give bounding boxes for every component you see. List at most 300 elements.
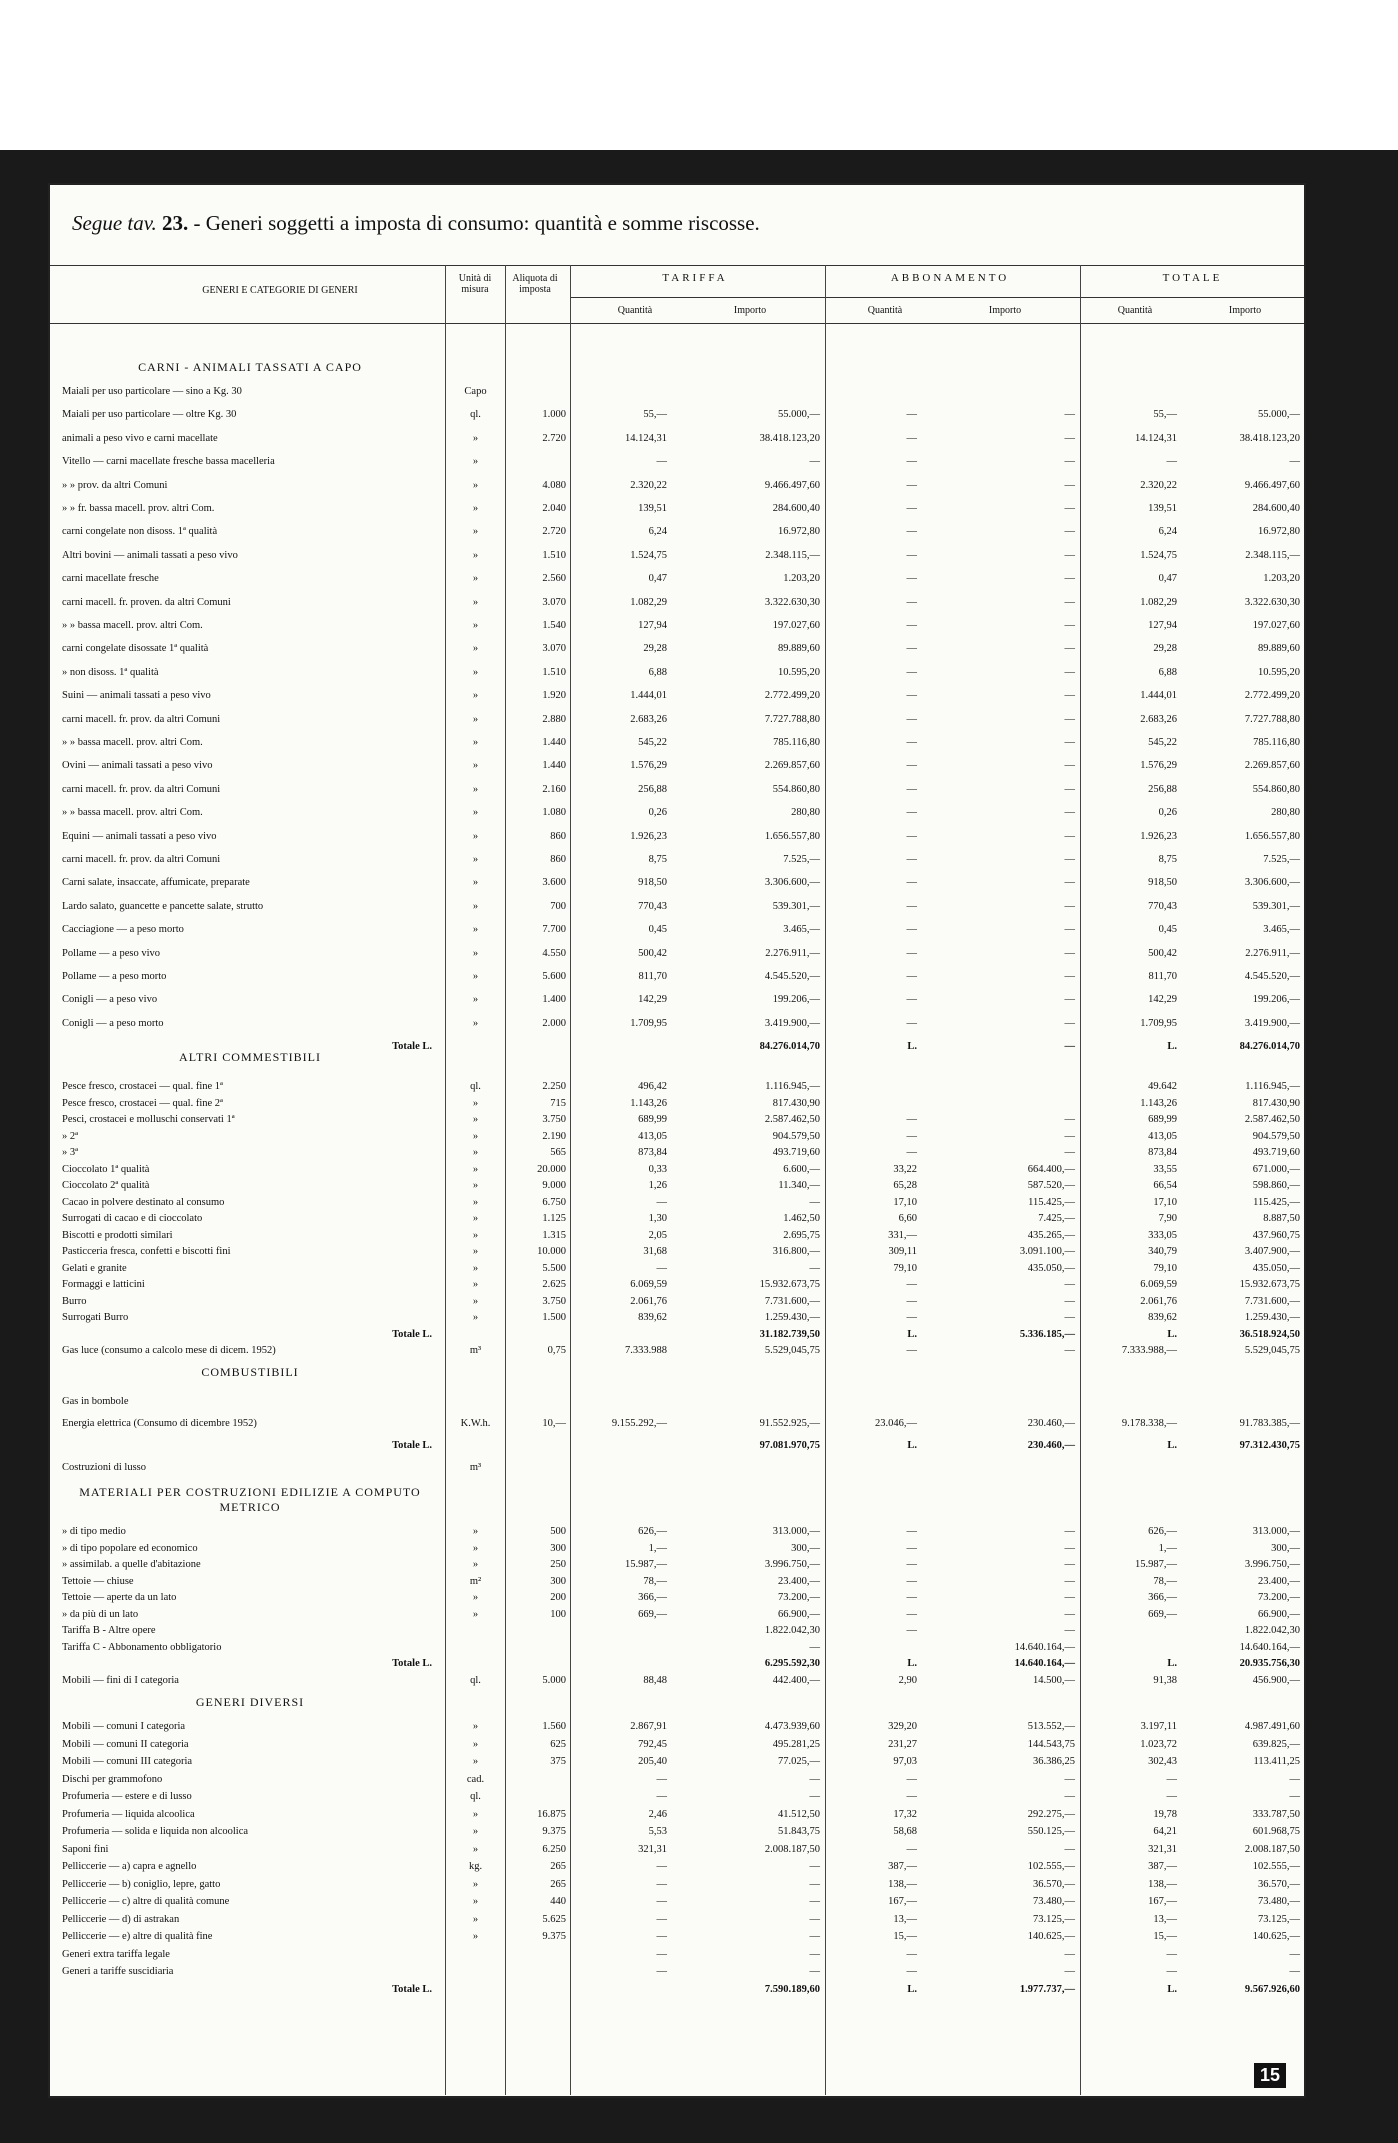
cell-ti: 9.466.497,60: [764, 479, 820, 491]
cell-aq: —: [906, 526, 917, 538]
cell-toq: 14.124,31: [1135, 432, 1177, 444]
cell-unit: »: [472, 549, 479, 561]
table-row: [50, 1608, 1304, 1621]
cell-toq: 770,43: [1148, 900, 1177, 912]
cell-ai: —: [1064, 643, 1075, 655]
cell-toi: 3.465,—: [1263, 924, 1300, 936]
cell-tq: 127,94: [638, 620, 667, 631]
cell-ai: —: [1064, 1575, 1075, 1587]
cell-unit: »: [472, 666, 479, 678]
cell-toq: L.: [1167, 1440, 1177, 1451]
cell-ti: 1.116.945,—: [765, 1081, 820, 1092]
cell-aliq: 100: [550, 1608, 566, 1620]
cell-toq: 7.333.988,—: [1121, 1345, 1177, 1356]
cell-unit: »: [472, 503, 479, 514]
cell-label: Pesce fresco, crostacei — qual. fine 2ª: [62, 1097, 223, 1109]
table-row: [50, 1738, 1304, 1751]
table-row: [50, 502, 1304, 515]
table-row: [50, 1113, 1304, 1126]
table-row: [50, 1790, 1304, 1803]
cell-label: » 3ª: [62, 1147, 79, 1158]
table-row: [50, 1525, 1304, 1538]
cell-aliq: 9.000: [542, 1180, 566, 1191]
cell-label: Ovini — animali tassati a peso vivo: [62, 760, 213, 772]
rule: [570, 297, 1304, 298]
cell-toq: 1.524,75: [1140, 549, 1177, 561]
cell-ti: 2.772.499,20: [764, 690, 820, 702]
cell-tq: —: [656, 456, 667, 468]
cell-ai: 36.570,—: [1033, 1878, 1075, 1890]
cell-aq: —: [906, 1625, 917, 1636]
cell-toi: —: [1289, 1791, 1300, 1802]
cell-label: » » prov. da altri Comuni: [62, 479, 168, 491]
cell-label: Biscotti e prodotti similari: [62, 1229, 173, 1241]
cell-aq: —: [906, 690, 917, 702]
cell-toi: 66.900,—: [1258, 1608, 1300, 1620]
cell-toq: 2.683,26: [1140, 713, 1177, 725]
cell-unit: ql.: [470, 1081, 481, 1092]
cell-label: Mobili — comuni I categoria: [62, 1721, 186, 1732]
cell-ti: 7.525,—: [783, 854, 820, 865]
cell-toi: 102.555,—: [1252, 1861, 1300, 1872]
cell-ai: 292.275,—: [1027, 1808, 1075, 1820]
cell-label: Dischi per grammofono: [62, 1773, 163, 1785]
cell-ai: —: [1064, 409, 1075, 421]
cell-ti: 197.027,60: [772, 620, 820, 631]
cell-tq: 366,—: [638, 1592, 667, 1603]
table-row: [50, 1212, 1304, 1225]
cell-aliq: 440: [550, 1896, 566, 1907]
cell-ti: —: [809, 1861, 820, 1872]
cell-aliq: 1.080: [542, 807, 566, 819]
table-row: [50, 666, 1304, 679]
cell-ti: 11.340,—: [778, 1180, 820, 1191]
cell-aliq: 1.500: [542, 1312, 566, 1323]
cell-toq: 3.197,11: [1140, 1721, 1177, 1732]
cell-label: Altri bovini — animali tassati a peso vivo: [62, 549, 238, 561]
cell-aq: —: [906, 1147, 917, 1158]
section-materiali: MATERIALI PER COSTRUZIONI EDILIZIE A COMPUTO METRICO: [79, 1485, 421, 1514]
total-row: [50, 1657, 1304, 1670]
cell-aliq: 2.720: [542, 432, 566, 444]
cell-unit: »: [472, 994, 479, 1006]
cell-ai: 3.091.100,—: [1019, 1246, 1075, 1257]
cell-tq: —: [656, 1948, 667, 1960]
cell-ti: 2.695,75: [783, 1229, 820, 1241]
page-title: Segue tav. 23. - Generi soggetti a imposta di consumo: quantità e somme riscosse.: [72, 211, 760, 235]
cell-label: Tettoie — chiuse: [62, 1575, 134, 1587]
cell-ti: 15.932.673,75: [759, 1279, 820, 1290]
cell-aliq: 1.560: [542, 1721, 566, 1732]
table-row: [50, 947, 1304, 960]
cell-ai: —: [1064, 971, 1075, 982]
cell-ai: —: [1064, 1608, 1075, 1620]
cell-aq: 2,90: [898, 1674, 917, 1686]
cell-unit: »: [472, 1017, 479, 1029]
cell-tq: 689,99: [638, 1114, 667, 1125]
cell-unit: »: [472, 947, 479, 959]
cell-aq: —: [906, 456, 917, 468]
table-row: [50, 408, 1304, 421]
cell-unit: »: [472, 1279, 479, 1290]
cell-label: Pelliccerie — b) coniglio, lepre, gatto: [62, 1878, 221, 1890]
cell-aq: 33,22: [893, 1163, 917, 1175]
cell-ai: 664.400,—: [1027, 1163, 1075, 1175]
cell-aliq: 300: [550, 1542, 566, 1554]
cell-tq: 770,43: [638, 900, 667, 912]
cell-unit: »: [472, 1114, 479, 1125]
cell-toq: 13,—: [1153, 1913, 1177, 1925]
cell-toi: —: [1289, 1966, 1300, 1977]
cell-aq: —: [906, 1526, 917, 1537]
cell-label: Saponi fini: [62, 1843, 109, 1855]
cell-label: carni macell. fr. proven. da altri Comuni: [62, 596, 231, 608]
cell-toq: 340,79: [1148, 1246, 1177, 1257]
cell-tq: 792,45: [638, 1738, 667, 1750]
cell-toi: 284.600,40: [1252, 503, 1300, 514]
cell-label: Energia elettrica (Consumo di dicembre 1952): [62, 1418, 257, 1429]
cell-tq: 1.709,95: [630, 1017, 667, 1029]
cell-label: Formaggi e latticini: [62, 1279, 145, 1290]
header-aq: Quantità: [867, 305, 903, 316]
cell-label: Pelliccerie — a) capra e agnello: [62, 1861, 197, 1872]
cell-toi: 89.889,60: [1258, 643, 1300, 655]
cell-ai: 230.460,—: [1027, 1440, 1075, 1451]
cell-toi: 36.570,—: [1258, 1878, 1300, 1890]
cell-aliq: 1.540: [542, 620, 566, 631]
table-row: [50, 1395, 1304, 1408]
table-row: [50, 1278, 1304, 1291]
cell-toq: 321,31: [1148, 1843, 1177, 1855]
cell-unit: »: [472, 1878, 479, 1890]
cell-toq: 689,99: [1148, 1114, 1177, 1125]
cell-toi: —: [1289, 456, 1300, 468]
table-row: [50, 525, 1304, 538]
cell-aliq: 1.400: [542, 994, 566, 1006]
cell-toq: 1.709,95: [1140, 1017, 1177, 1029]
section-altri: ALTRI COMMESTIBILI: [179, 1050, 321, 1064]
cell-aliq: 2.040: [542, 503, 566, 514]
cell-aliq: 1.510: [542, 549, 566, 561]
cell-aliq: 10.000: [537, 1246, 566, 1257]
cell-ai: —: [1064, 1966, 1075, 1977]
cell-aq: —: [906, 1279, 917, 1290]
cell-toi: 2.276.911,—: [1245, 947, 1300, 959]
cell-toq: 1.143,26: [1140, 1097, 1177, 1109]
cell-aq: —: [906, 620, 917, 631]
cell-tq: 1,—: [648, 1542, 667, 1554]
cell-ti: 284.600,40: [772, 503, 820, 514]
cell-unit: »: [472, 1721, 479, 1732]
cell-tq: 2.061,76: [630, 1295, 667, 1307]
cell-toq: 6.069,59: [1140, 1279, 1177, 1290]
header-ai: Importo: [988, 305, 1022, 316]
table-row: [50, 1720, 1304, 1733]
cell-aq: —: [906, 666, 917, 678]
cell-label: » » bassa macell. prov. altri Com.: [62, 620, 203, 631]
table-row: [50, 1344, 1304, 1357]
cell-toi: 785.116,80: [1253, 737, 1300, 748]
cell-tq: —: [656, 1878, 667, 1890]
cell-ai: —: [1064, 549, 1075, 561]
cell-ai: —: [1064, 1948, 1075, 1960]
cell-toi: 3.322.630,30: [1244, 596, 1300, 608]
cell-aliq: 300: [550, 1575, 566, 1587]
cell-aq: —: [906, 854, 917, 865]
cell-tq: 811,70: [638, 971, 667, 982]
cell-toq: —: [1166, 1948, 1177, 1960]
table-row: [50, 806, 1304, 819]
cell-label: carni macell. fr. prov. da altri Comuni: [62, 854, 221, 865]
cell-unit: »: [472, 783, 479, 795]
cell-aq: 23.046,—: [875, 1418, 917, 1429]
cell-unit: »: [472, 807, 479, 819]
cell-tq: 669,—: [638, 1608, 667, 1620]
section-carni: CARNI - ANIMALI TASSATI A CAPO: [138, 360, 362, 374]
cell-label: Maiali per uso particolare — sino a Kg. 30: [62, 386, 242, 397]
table-row: [50, 713, 1304, 726]
cell-toi: 20.935.756,30: [1239, 1658, 1300, 1669]
cell-ai: 14.640.164,—: [1014, 1641, 1075, 1653]
cell-tq: —: [656, 1966, 667, 1977]
cell-aq: L.: [907, 1983, 917, 1995]
cell-toq: 17,10: [1153, 1196, 1177, 1208]
cell-ti: 89.889,60: [778, 643, 820, 655]
cell-toi: 2.008.187,50: [1244, 1843, 1300, 1855]
cell-aliq: 1.920: [542, 690, 566, 702]
cell-aliq: 3.600: [542, 877, 566, 889]
cell-toq: L.: [1167, 1328, 1177, 1340]
table-row: [50, 1575, 1304, 1588]
cell-ti: 6.295.592,30: [764, 1658, 820, 1669]
cell-ti: —: [809, 1896, 820, 1907]
cell-aliq: 2.625: [542, 1279, 566, 1290]
cell-unit: »: [472, 1180, 479, 1191]
cell-tq: 78,—: [643, 1575, 667, 1587]
cell-ti: 7.590.189,60: [764, 1983, 820, 1995]
cell-toi: 598.860,—: [1252, 1180, 1300, 1191]
cell-toq: 387,—: [1148, 1861, 1177, 1872]
cell-aq: 167,—: [888, 1896, 917, 1907]
cell-ai: —: [1064, 713, 1075, 725]
cell-aq: 17,10: [893, 1196, 917, 1208]
cell-label: » » bassa macell. prov. altri Com.: [62, 807, 203, 819]
cell-ti: 2.276.911,—: [765, 947, 820, 959]
table-row: [50, 830, 1304, 843]
cell-label: » di tipo medio: [62, 1526, 126, 1537]
table-row: [50, 1913, 1304, 1926]
cell-toq: 19,78: [1153, 1808, 1177, 1820]
cell-unit: »: [472, 971, 479, 982]
cell-tq: 1.444,01: [630, 690, 667, 702]
cell-aliq: 2.160: [542, 783, 566, 795]
cell-ai: —: [1064, 690, 1075, 702]
cell-tq: 205,40: [638, 1756, 667, 1767]
cell-ai: —: [1064, 1345, 1075, 1356]
table-row: [50, 1163, 1304, 1176]
cell-label: Costruzioni di lusso: [62, 1462, 147, 1473]
cell-unit: m³: [469, 1345, 482, 1356]
cell-ti: 41.512,50: [778, 1808, 820, 1820]
cell-toq: 333,05: [1148, 1229, 1177, 1241]
cell-label: Profumeria — estere e di lusso: [62, 1791, 192, 1802]
cell-toq: 2.320,22: [1140, 479, 1177, 491]
cell-aq: —: [906, 1791, 917, 1802]
cell-toi: 3.407.900,—: [1244, 1246, 1300, 1257]
table-row: [50, 1417, 1304, 1430]
cell-toq: 1.444,01: [1140, 690, 1177, 702]
cell-label: Tariffa C - Abbonamento obbligatorio: [62, 1641, 222, 1653]
cell-unit: »: [472, 1559, 479, 1570]
cell-toi: 199.206,—: [1252, 994, 1300, 1006]
cell-aliq: 1.440: [542, 760, 566, 772]
header-aliquota: Aliquota di imposta: [512, 273, 558, 295]
cell-toi: 113.411,25: [1253, 1756, 1300, 1767]
cell-toq: 413,05: [1148, 1130, 1177, 1142]
cell-ai: —: [1064, 479, 1075, 491]
cell-aliq: 7.700: [542, 924, 566, 936]
cell-toi: 904.579,50: [1252, 1130, 1300, 1142]
cell-toq: 139,51: [1148, 503, 1177, 514]
cell-aq: 387,—: [888, 1861, 917, 1872]
cell-label: animali a peso vivo e carni macellate: [62, 432, 218, 444]
cell-aq: 138,—: [888, 1878, 917, 1890]
cell-ai: 1.977.737,—: [1019, 1983, 1075, 1995]
cell-toi: 1.259.430,—: [1244, 1312, 1300, 1323]
cell-unit: »: [472, 1738, 479, 1750]
cell-aq: 329,20: [888, 1721, 917, 1732]
cell-unit: »: [472, 1808, 479, 1820]
cell-tq: 496,42: [638, 1081, 667, 1092]
cell-label: Gelati e granite: [62, 1262, 127, 1274]
cell-toq: 811,70: [1148, 971, 1177, 982]
cell-ai: —: [1064, 456, 1075, 468]
header-abbonamento: ABBONAMENTO: [890, 272, 1010, 284]
cell-unit: »: [472, 1913, 479, 1925]
cell-tq: 7.333.988: [625, 1345, 667, 1356]
cell-unit: »: [472, 1542, 479, 1554]
cell-aliq: 2.190: [542, 1130, 566, 1142]
cell-ti: 6.600,—: [783, 1163, 820, 1175]
cell-label: Cacao in polvere destinato al consumo: [62, 1196, 225, 1208]
cell-toq: 142,29: [1148, 994, 1177, 1006]
cell-ai: —: [1064, 830, 1075, 842]
cell-toi: 671.000,—: [1252, 1163, 1300, 1175]
table-row: [50, 970, 1304, 983]
cell-unit: »: [472, 620, 479, 631]
cell-toi: 14.640.164,—: [1239, 1641, 1300, 1653]
cell-toi: 7.727.788,80: [1244, 713, 1300, 725]
cell-aliq: 2.880: [542, 713, 566, 725]
cell-toq: 918,50: [1148, 877, 1177, 889]
cell-toi: —: [1289, 1773, 1300, 1785]
cell-ti: 539.301,—: [772, 900, 820, 912]
header-tariffa: TARIFFA: [662, 272, 728, 284]
cell-ti: 77.025,—: [778, 1756, 820, 1767]
cell-toi: 435.050,—: [1252, 1262, 1300, 1274]
cell-tq: 2.867,91: [630, 1721, 667, 1732]
table-row: [50, 783, 1304, 796]
cell-label: Pollame — a peso vivo: [62, 947, 160, 959]
cell-ai: —: [1064, 783, 1075, 795]
cell-label: Pelliccerie — d) di astrakan: [62, 1913, 180, 1925]
cell-toq: 79,10: [1153, 1262, 1177, 1274]
cell-tq: 5,53: [648, 1826, 667, 1837]
table-row: [50, 1591, 1304, 1604]
table-row: [50, 1755, 1304, 1768]
cell-tq: 1.926,23: [630, 830, 667, 842]
cell-ai: 550.125,—: [1027, 1826, 1075, 1837]
cell-aliq: 565: [550, 1147, 566, 1158]
cell-toi: —: [1289, 1948, 1300, 1960]
cell-ai: —: [1064, 503, 1075, 514]
cell-aq: —: [906, 1608, 917, 1620]
cell-tq: —: [656, 1861, 667, 1872]
cell-toq: 0,26: [1158, 807, 1177, 819]
cell-ti: 91.552.925,—: [759, 1418, 820, 1429]
cell-label: » assimilab. a quelle d'abitazione: [62, 1559, 201, 1570]
table-row: [50, 596, 1304, 609]
cell-ti: 316.800,—: [772, 1246, 820, 1257]
cell-aq: —: [906, 1017, 917, 1029]
cell-tq: 29,28: [643, 643, 667, 655]
cell-label: Burro: [62, 1295, 87, 1307]
cell-aliq: 2.250: [542, 1081, 566, 1092]
cell-tq: —: [656, 1773, 667, 1785]
cell-ti: 4.473.939,60: [764, 1721, 820, 1732]
cell-toi: 3.306.600,—: [1244, 877, 1300, 889]
cell-toq: 669,—: [1148, 1608, 1177, 1620]
table-row: [50, 1558, 1304, 1571]
cell-toi: 73.200,—: [1258, 1592, 1300, 1603]
cell-label: Surrogati Burro: [62, 1312, 129, 1323]
cell-aliq: 715: [550, 1097, 566, 1109]
cell-ti: —: [809, 456, 820, 468]
table-row: [50, 1895, 1304, 1908]
cell-ai: —: [1064, 1559, 1075, 1570]
cell-toi: 2.348.115,—: [1245, 549, 1300, 561]
cell-ti: —: [809, 1913, 820, 1925]
cell-aq: 58,68: [893, 1826, 917, 1837]
cell-unit: »: [472, 1246, 479, 1257]
cell-ti: 1.203,20: [783, 573, 820, 585]
table-row: [50, 736, 1304, 749]
cell-unit: »: [472, 573, 479, 585]
cell-toi: 539.301,—: [1252, 900, 1300, 912]
cell-toi: 38.418.123,20: [1239, 432, 1300, 444]
cell-ti: 51.843,75: [778, 1826, 820, 1837]
cell-unit: m³: [469, 1462, 482, 1473]
cell-label: Suini — animali tassati a peso vivo: [62, 690, 211, 702]
cell-unit: »: [472, 1756, 479, 1767]
table-page: [48, 183, 1306, 2098]
cell-label: Carni salate, insaccate, affumicate, preparate: [62, 877, 250, 889]
cell-ti: 785.116,80: [773, 737, 820, 748]
table-row: [50, 549, 1304, 562]
cell-aq: —: [906, 432, 917, 444]
cell-unit: »: [472, 1147, 479, 1158]
cell-label: Conigli — a peso vivo: [62, 994, 158, 1006]
cell-toi: 4.545.520,—: [1244, 971, 1300, 982]
table-row: [50, 1262, 1304, 1275]
cell-label: Conigli — a peso morto: [62, 1017, 164, 1029]
cell-tq: 1.576,29: [630, 760, 667, 772]
table-row: [50, 432, 1304, 445]
cell-toi: 601.968,75: [1252, 1826, 1300, 1837]
cell-tq: 256,88: [638, 783, 667, 795]
cell-label: Mobili — comuni III categoria: [62, 1756, 193, 1767]
cell-ai: —: [1064, 596, 1075, 608]
